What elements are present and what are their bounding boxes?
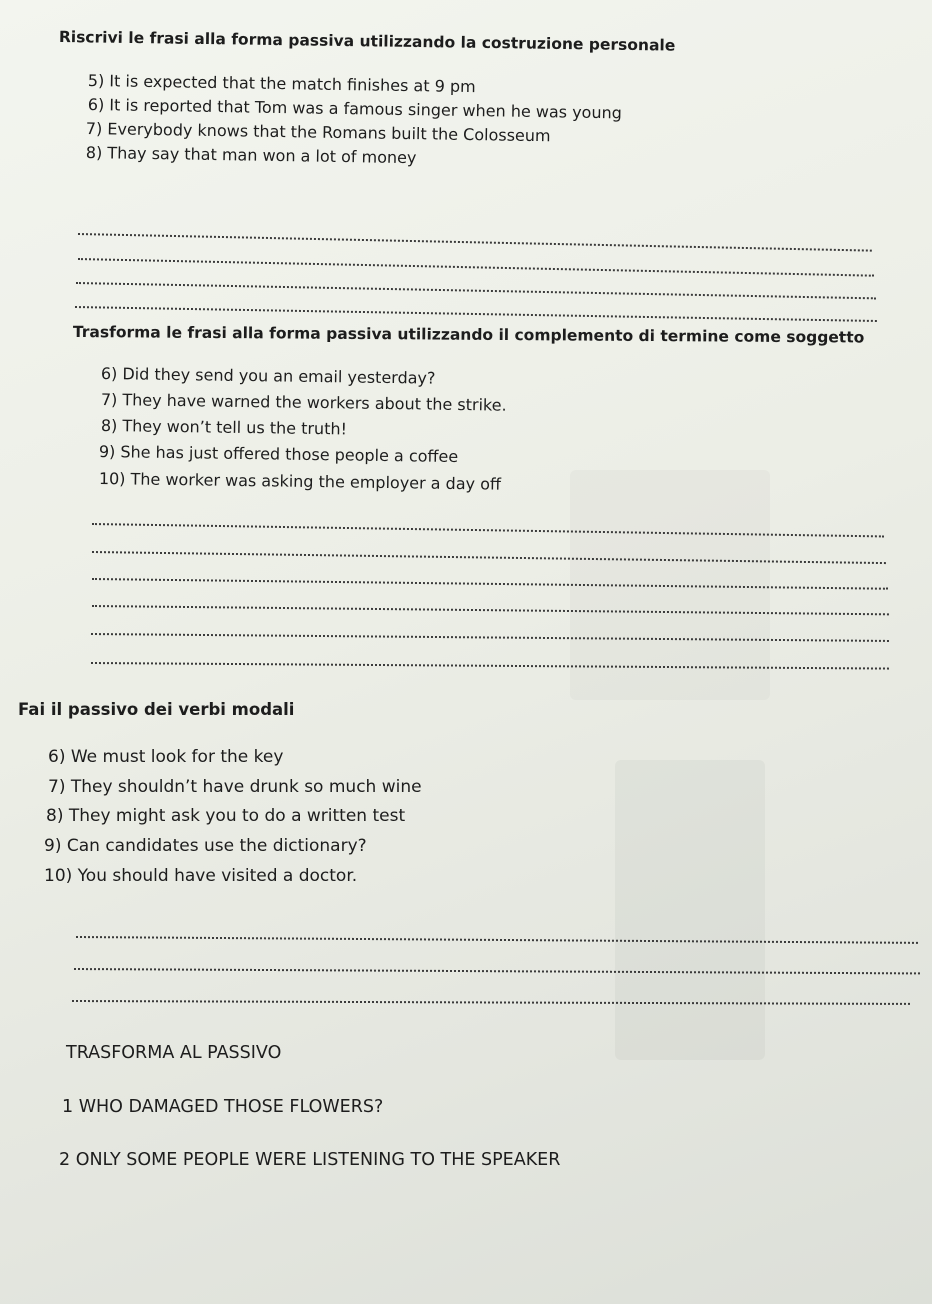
- section3-item: 9) Can candidates use the dictionary?: [44, 836, 367, 856]
- answer-line: [74, 968, 920, 974]
- section2-item: 9) She has just offered those people a coffee: [98, 442, 459, 467]
- answer-line: [75, 306, 877, 322]
- section4-item: 2 ONLY SOME PEOPLE WERE LISTENING TO THE SPEAKER: [59, 1150, 561, 1170]
- section3-item: 6) We must look for the key: [48, 747, 284, 767]
- answer-line: [76, 282, 876, 299]
- section1-item: 6) It is reported that Tom was a famous singer when he was young: [87, 95, 623, 123]
- section1-item: 7) Everybody knows that the Romans built the Colosseum: [85, 119, 551, 146]
- section4-item: 1 WHO DAMAGED THOSE FLOWERS?: [62, 1097, 384, 1117]
- section3-item: 8) They might ask you to do a written test: [46, 806, 406, 826]
- section2-item: 6) Did they send you an email yesterday?: [100, 364, 436, 388]
- section3-item: 10) You should have visited a doctor.: [44, 866, 358, 886]
- answer-line: [78, 258, 874, 277]
- section4-heading: TRASFORMA AL PASSIVO: [66, 1043, 282, 1063]
- answer-line: [76, 936, 918, 944]
- section2-item: 8) They won’t tell us the truth!: [100, 416, 348, 439]
- bleed-through-shape: [615, 760, 765, 1060]
- answer-line: [72, 1000, 910, 1005]
- section3-item: 7) They shouldn’t have drunk so much wine: [48, 777, 422, 797]
- section1-heading: Riscrivi le frasi alla forma passiva utilizzando la costruzione personale: [58, 28, 676, 55]
- section2-item: 7) They have warned the workers about the strike.: [100, 390, 507, 415]
- section2-heading: Trasforma le frasi alla forma passiva utilizzando il complemento di termine come soggetto: [72, 323, 865, 347]
- section3-heading: Fai il passivo dei verbi modali: [18, 700, 295, 719]
- section2-item: 10) The worker was asking the employer a day off: [98, 469, 502, 494]
- answer-line: [78, 233, 872, 252]
- section1-item: 5) It is expected that the match finishes at 9 pm: [87, 71, 476, 97]
- section1-item: 8) Thay say that man won a lot of money: [85, 143, 417, 168]
